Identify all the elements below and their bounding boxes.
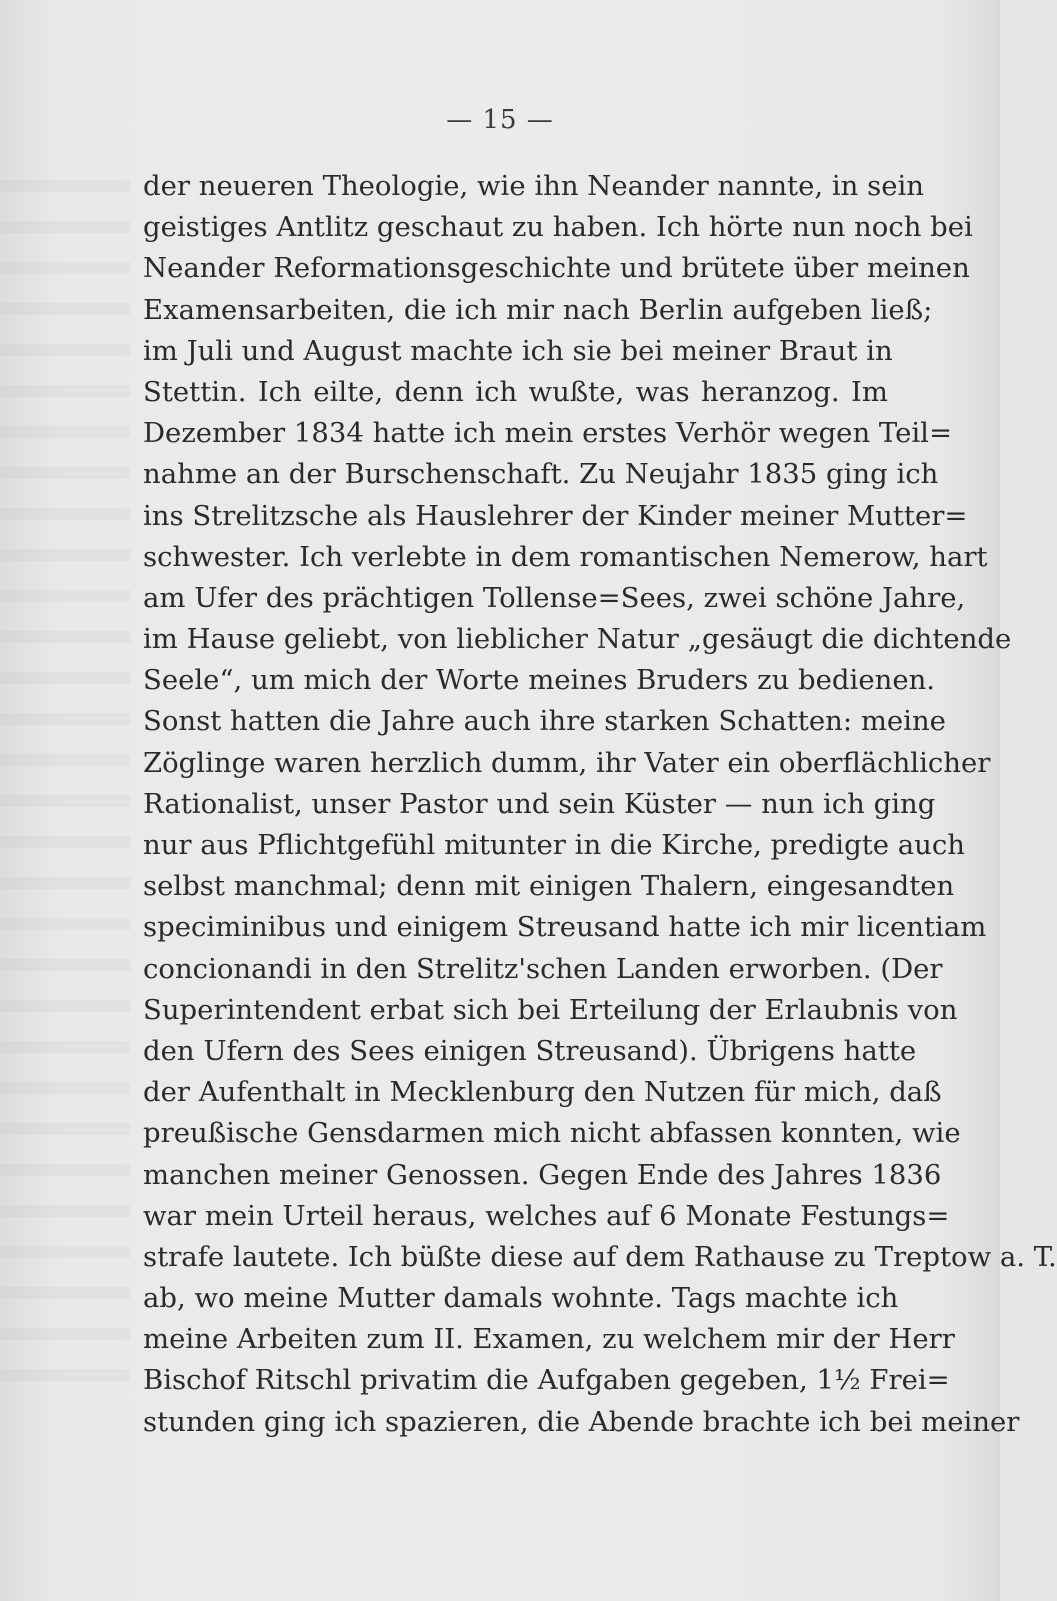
text-line: am Ufer des prächtigen Tollense=Sees, zwei schöne Jahre, [143, 581, 966, 614]
text-line: Superintendent erbat sich bei Erteilung der Erlaubnis von [143, 993, 958, 1026]
text-line: manchen meiner Genossen. Gegen Ende des Jahres 1836 [143, 1158, 942, 1191]
page-number: — 15 — [446, 105, 554, 135]
text-line: schwester. Ich verlebte in dem romantischen Nemerow, hart [143, 540, 988, 573]
text-line: im Hause geliebt, von lieblicher Natur „gesäugt die dichtende [143, 623, 1012, 656]
text-line: ab, wo meine Mutter damals wohnte. Tags machte ich [143, 1282, 899, 1315]
text-line: stunden ging ich spazieren, die Abende brachte ich bei meiner [143, 1405, 1020, 1438]
text-line: preußische Gensdarmen mich nicht abfassen konnten, wie [143, 1117, 961, 1150]
show-through-text [0, 180, 130, 1410]
text-line: der Aufenthalt in Mecklenburg den Nutzen für mich, daß [143, 1076, 942, 1109]
text-line: speciminibus und einigem Streusand hatte ich mir licentiam [143, 911, 987, 944]
text-line: nur aus Pflichtgefühl mitunter in die Kirche, predigte auch [143, 829, 965, 861]
text-line: Seele“, um mich der Worte meines Bruders zu bedienen. [143, 664, 936, 697]
text-line: Rationalist, unser Pastor und sein Küster — nun ich ging [143, 787, 936, 820]
text-line: Bischof Ritschl privatim die Aufgaben gegeben, 1½ Frei= [143, 1364, 950, 1397]
text-line: den Ufern des Sees einigen Streusand). Übrigens hatte [143, 1034, 917, 1067]
text-line: Stettin. Ich eilte, denn ich wußte, was heranzog. Im [143, 375, 888, 408]
text-line: ins Strelitzsche als Hauslehrer der Kinder meiner Mutter= [143, 499, 968, 532]
text-line: strafe lautete. Ich büßte diese auf dem Rathause zu Treptow a. T. [143, 1240, 1057, 1273]
text-line: concionandi in den Strelitz'schen Landen erworben. (Der [143, 952, 943, 985]
text-line: nahme an der Burschenschaft. Zu Neujahr 1835 ging ich [143, 458, 939, 491]
text-line: Sonst hatten die Jahre auch ihre starken Schatten: meine [143, 705, 946, 738]
body-text [143, 166, 1057, 1443]
text-line: geistiges Antlitz geschaut zu haben. Ich hörte nun noch bei [143, 211, 973, 244]
text-line: selbst manchmal; denn mit einigen Thalern, eingesandten [143, 870, 955, 903]
text-line: Zöglinge waren herzlich dumm, ihr Vater ein oberflächlicher [143, 746, 991, 779]
text-line: war mein Urteil heraus, welches auf 6 Monate Festungs= [143, 1199, 950, 1232]
text-line: Neander Reformationsgeschichte und brütete über meinen [143, 252, 970, 285]
text-line: der neueren Theologie, wie ihn Neander nannte, in sein [143, 170, 924, 202]
text-line: Dezember 1834 hatte ich mein erstes Verhör wegen Teil= [143, 417, 953, 450]
text-line: meine Arbeiten zum II. Examen, zu welchem mir der Herr [143, 1323, 955, 1356]
text-line: im Juli und August machte ich sie bei meiner Braut in [143, 334, 893, 367]
text-line: Examensarbeiten, die ich mir nach Berlin aufgeben ließ; [143, 293, 933, 326]
